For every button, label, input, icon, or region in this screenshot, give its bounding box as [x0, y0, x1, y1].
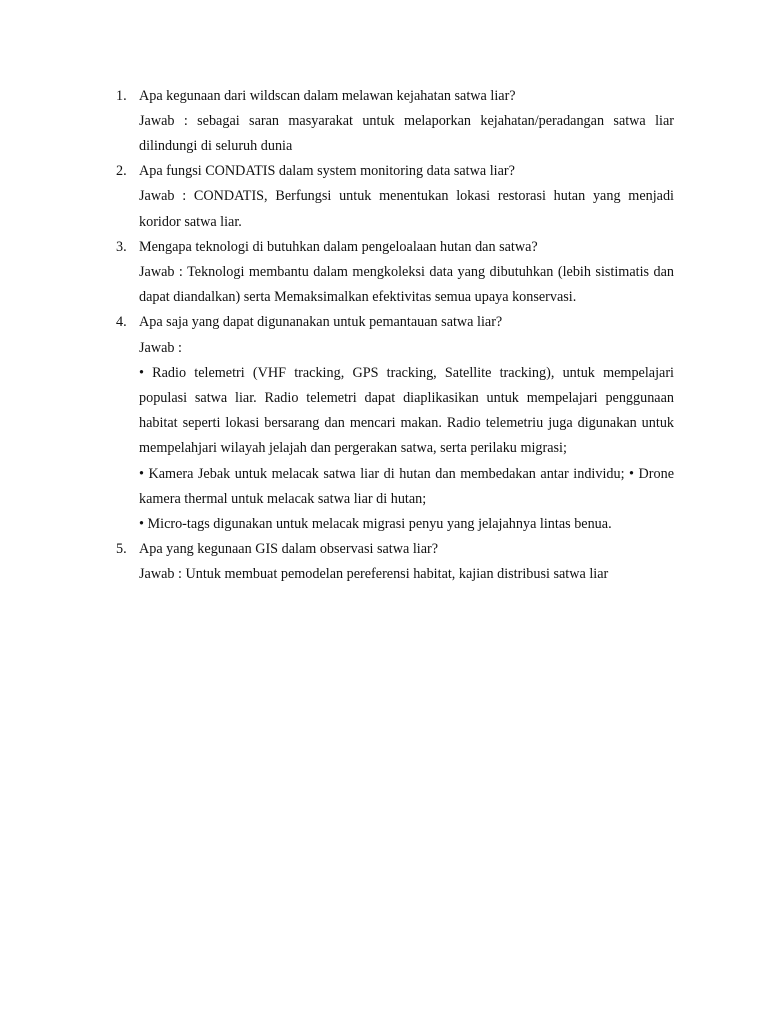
- answer-label: Jawab :: [139, 339, 182, 356]
- answer-text: Jawab : Teknologi membantu dalam mengkoleksi data yang dibutuhkan (lebih sistimatis dan dapat diandalkan) serta Memaksimalkan efektivitas semua upaya konservasi.: [139, 263, 674, 306]
- answer-text: Jawab : CONDATIS, Berfungsi untuk menentukan lokasi restorasi hutan yang menjadi koridor satwa liar.: [139, 188, 674, 230]
- item-number: 5.: [116, 541, 127, 558]
- question-text: Apa kegunaan dari wildscan dalam melawan kejahatan satwa liar?: [139, 87, 516, 104]
- item-number: 1.: [116, 87, 127, 104]
- question-text: Apa yang kegunaan GIS dalam observasi satwa liar?: [139, 541, 439, 558]
- qa-item-4: [116, 310, 674, 537]
- question-text: Apa saja yang dapat digunanakan untuk pemantauan satwa liar?: [139, 314, 503, 331]
- answer-bullet-micro-tags: • Micro-tags digunakan untuk melacak migrasi penyu yang jelajahnya lintas benua.: [139, 515, 612, 532]
- qa-item-2: [116, 159, 674, 235]
- question-text: Mengapa teknologi di butuhkan dalam pengeloalaan hutan dan satwa?: [139, 238, 538, 255]
- qa-item-3: [116, 235, 674, 311]
- answer-bullet-camera-drone: • Kamera Jebak untuk melacak satwa liar di hutan dan membedakan antar individu; • Drone kamera thermal untuk melacak satwa liar di hutan;: [139, 465, 674, 507]
- item-number: 4.: [116, 314, 127, 331]
- question-text: Apa fungsi CONDATIS dalam system monitoring data satwa liar?: [139, 163, 515, 180]
- item-number: 2.: [116, 163, 127, 180]
- qa-item-5: [116, 537, 674, 587]
- answer-bullet-radio-telemetry: • Radio telemetri (VHF tracking, GPS tracking, Satellite tracking), untuk mempelajari populasi satwa liar. Radio telemetri dapat diaplikasikan untuk mempelajari penggunaan habitat seperti lokasi bersarang dan mencari makan. Radio telemetriu juga digunakan untuk mempelahjari wilayah jelajah dan pergerakan satwa, serta perilaku migrasi;: [139, 364, 674, 457]
- answer-text: Jawab : sebagai saran masyarakat untuk melaporkan kejahatan/peradangan satwa liar dilindungi di seluruh dunia: [139, 112, 674, 154]
- answer-text: Jawab : Untuk membuat pemodelan pereferensi habitat, kajian distribusi satwa liar: [139, 566, 609, 583]
- item-number: 3.: [116, 238, 127, 255]
- qa-item-1: [116, 84, 674, 160]
- question-answer-list: [116, 84, 674, 588]
